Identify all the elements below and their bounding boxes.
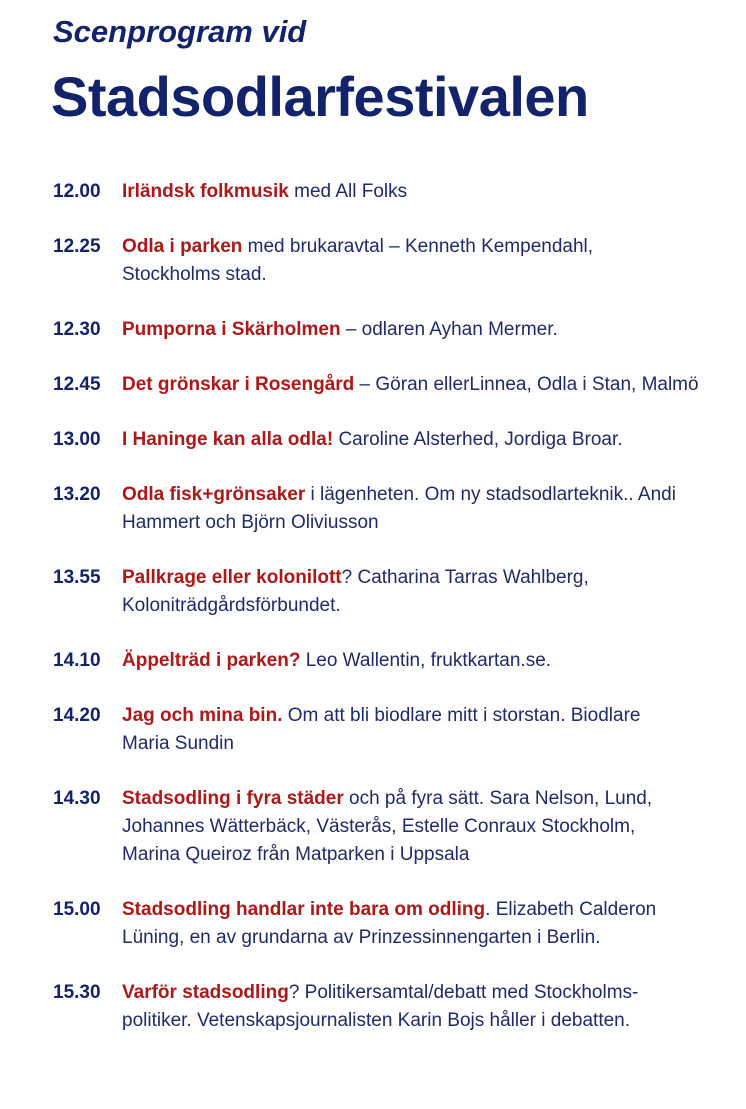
schedule-entry: [53, 481, 746, 537]
entry-description: Caroline Alsterhed, Jordiga Broar.: [333, 429, 623, 450]
entry-time: 12.30: [53, 319, 101, 340]
entry-highlight: Det grönskar i Rosengård: [122, 374, 355, 395]
entry-highlight: Pallkrage eller kolonilott: [122, 567, 342, 588]
schedule-entry: [53, 371, 746, 399]
entry-time: 14.30: [53, 788, 101, 809]
entry-time: 13.00: [53, 429, 101, 450]
entry-highlight: Odla fisk+grönsaker: [122, 484, 306, 505]
entry-text: [122, 426, 746, 454]
entry-description: Om att bli biodlare mitt i storstan. Biodlare Maria Sundin: [122, 705, 641, 754]
entry-description: och på fyra sätt. Sara Nelson, Lund, Johannes Wätterbäck, Västerås, Estelle Conraux Stockholm, Marina Queiroz från Matparken i Uppsala: [122, 788, 653, 865]
page-title: Stadsodlarfestivalen: [51, 65, 589, 128]
entry-time: 14.10: [53, 650, 101, 671]
schedule-entry: [53, 178, 746, 206]
schedule-entry: [53, 785, 746, 869]
entry-time: 13.20: [53, 484, 101, 505]
entry-highlight: Jag och mina bin.: [122, 705, 283, 726]
entry-description: . Elizabeth Calderon Lüning, en av grundarna av Prinzessinnengarten i Berlin.: [122, 899, 657, 948]
entry-description: i lägenheten. Om ny stadsodlarteknik.. Andi Hammert och Björn Oliviusson: [122, 484, 676, 533]
entry-highlight: Irländsk folkmusik: [122, 181, 289, 202]
entry-text: [122, 702, 746, 758]
entry-description: – odlaren Ayhan Mermer.: [340, 319, 558, 340]
schedule-entry: [53, 896, 746, 952]
schedule-entry: [53, 702, 746, 758]
schedule-entry: [53, 564, 746, 620]
entry-text: [122, 647, 746, 675]
entry-highlight: Varför stadsodling: [122, 982, 289, 1003]
entry-time: 15.00: [53, 899, 101, 920]
entry-highlight: Odla i parken: [122, 236, 243, 257]
entry-description: – Göran ellerLinnea, Odla i Stan, Malmö: [354, 374, 699, 395]
entry-time: 12.45: [53, 374, 101, 395]
entry-time: 12.25: [53, 236, 101, 257]
entry-time: 13.55: [53, 567, 101, 588]
entry-description: med All Folks: [288, 181, 408, 202]
entry-text: [122, 178, 746, 206]
page-subtitle: Scenprogram vid: [53, 14, 307, 49]
entry-text: [122, 233, 746, 289]
schedule-entry: [53, 426, 746, 454]
schedule-entry: [53, 233, 746, 289]
entry-text: [122, 785, 746, 869]
entry-text: [122, 896, 746, 952]
entry-highlight: Stadsodling handlar inte bara om odling: [122, 899, 486, 920]
entry-text: [122, 979, 746, 1035]
entry-text: [122, 371, 746, 399]
entry-description: ? Catharina Tarras Wahlberg, Koloniträdgårdsförbundet.: [122, 567, 589, 616]
entry-highlight: I Haninge kan alla odla!: [122, 429, 334, 450]
schedule-entry: [53, 316, 746, 344]
entry-text: [122, 564, 746, 620]
entry-highlight: Stadsodling i fyra städer: [122, 788, 344, 809]
entry-text: [122, 481, 746, 537]
entry-description: Leo Wallentin, fruktkartan.se.: [300, 650, 552, 671]
entry-text: [122, 316, 746, 344]
entry-description: ? Politikersamtal/debatt med Stockholms- politiker. Vetenskapsjournalisten Karin Bojs håller i debatten.: [122, 982, 639, 1031]
schedule-list: [53, 178, 746, 1062]
schedule-entry: [53, 979, 746, 1035]
entry-time: 12.00: [53, 181, 101, 202]
entry-time: 14.20: [53, 705, 101, 726]
entry-description: med brukaravtal – Kenneth Kempendahl, Stockholms stad.: [122, 236, 594, 285]
entry-time: 15.30: [53, 982, 101, 1003]
entry-highlight: Äppelträd i parken?: [122, 650, 301, 671]
entry-highlight: Pumporna i Skärholmen: [122, 319, 341, 340]
schedule-entry: [53, 647, 746, 675]
